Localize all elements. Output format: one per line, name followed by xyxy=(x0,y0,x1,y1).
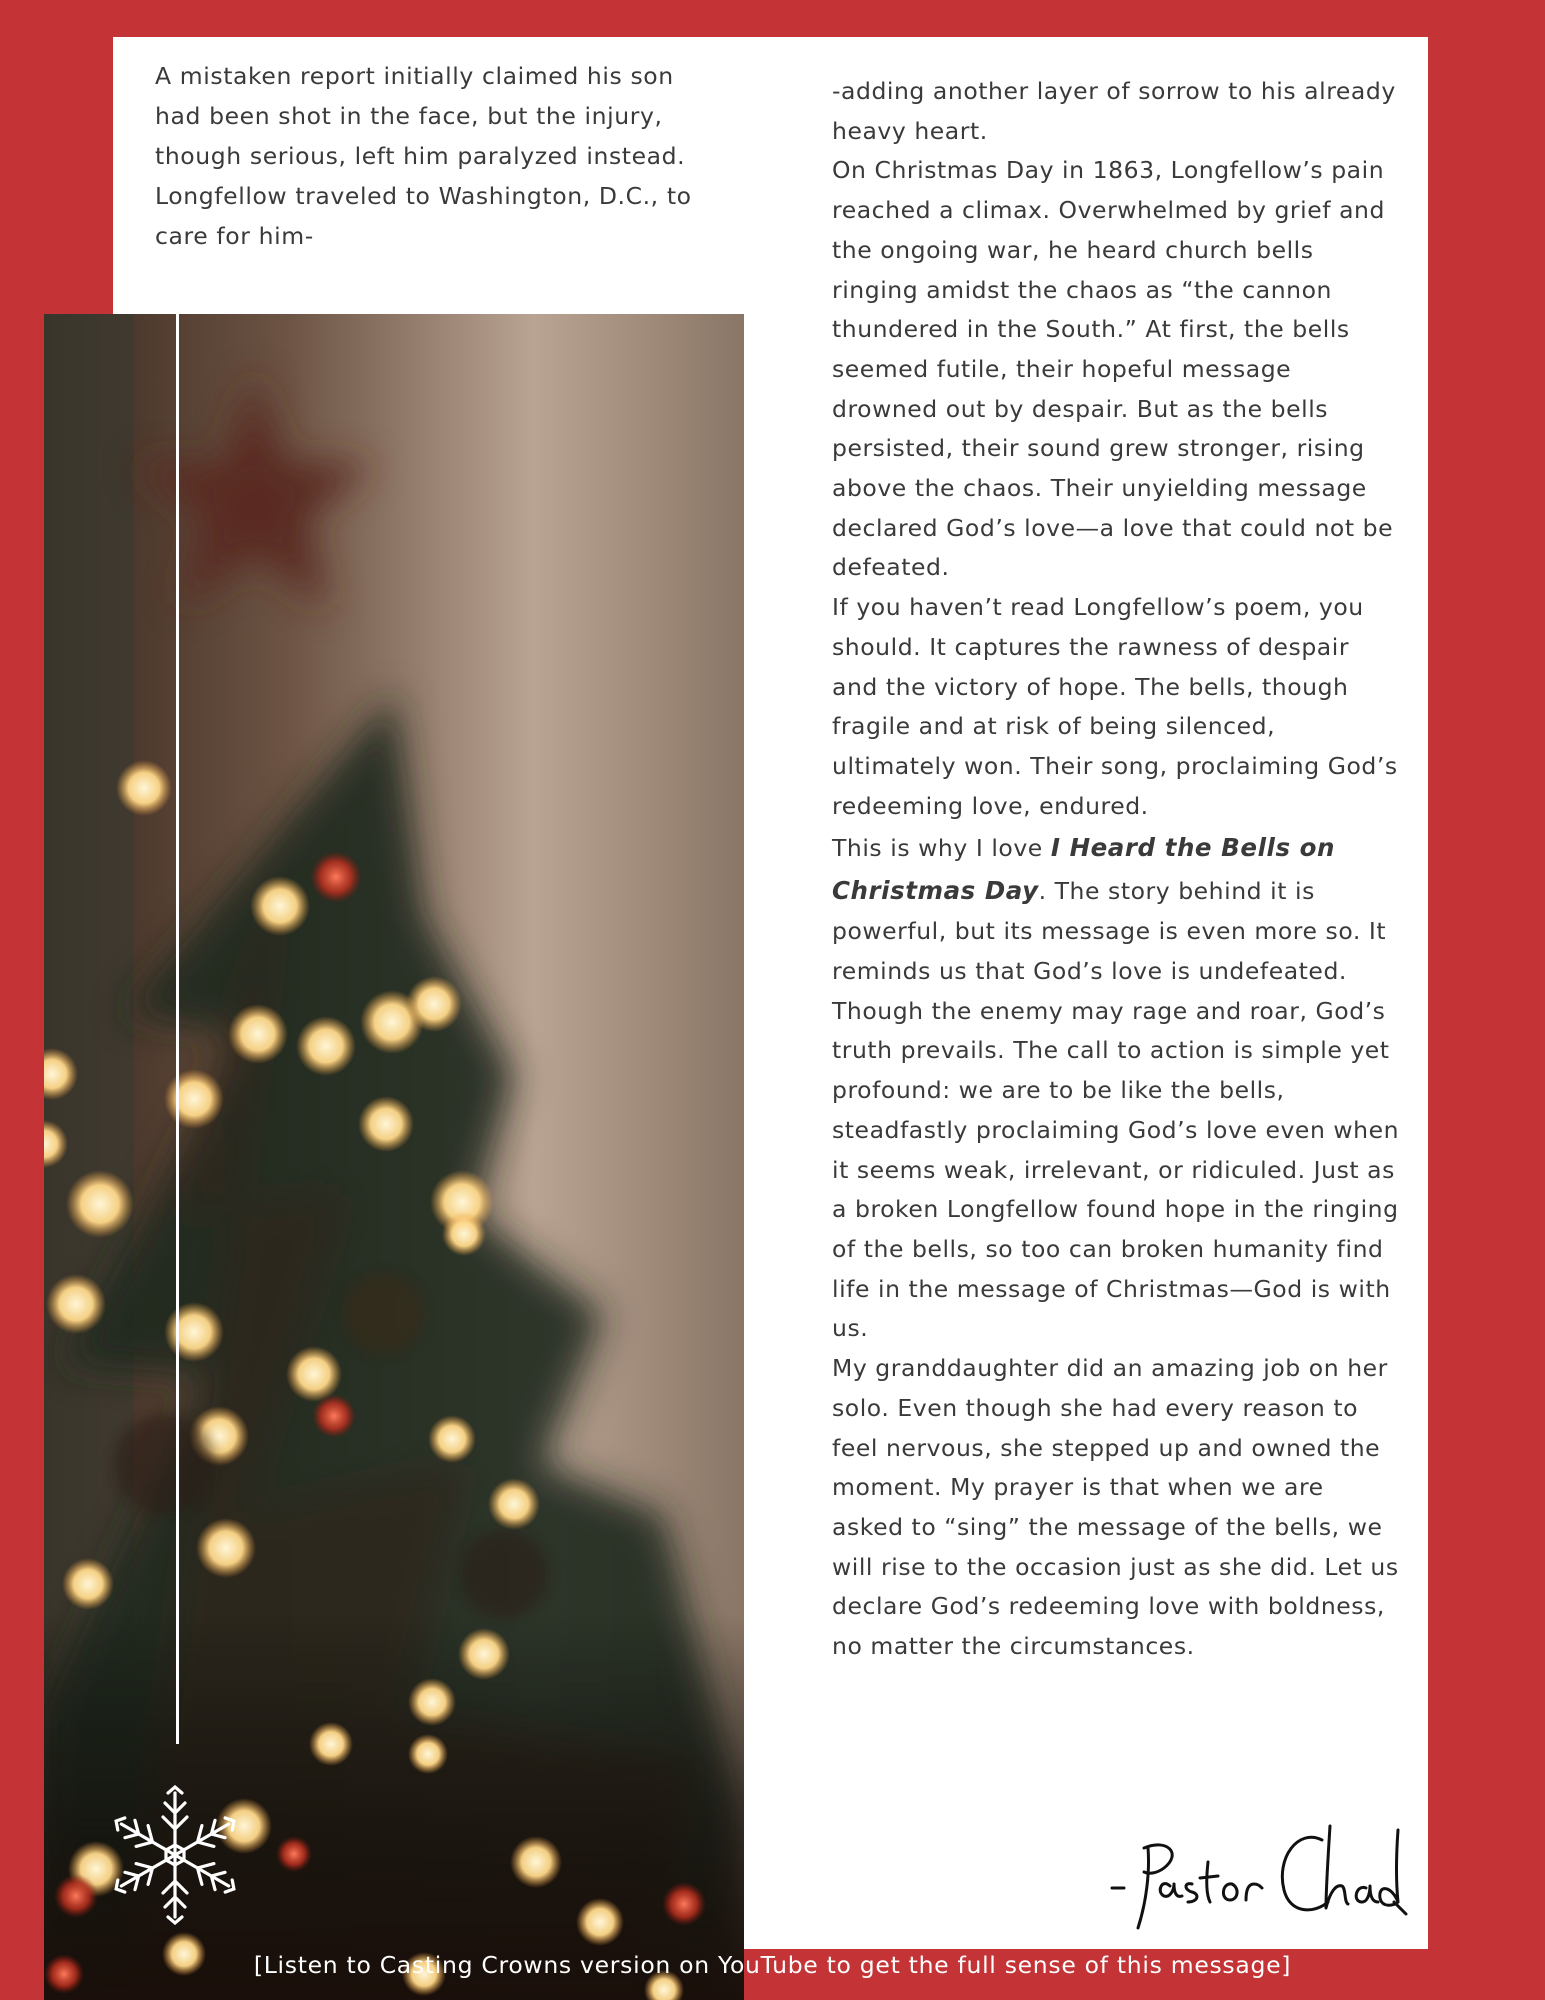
christmas-tree-photo xyxy=(44,314,744,2000)
song-title: I Heard the Bells on Christmas Day xyxy=(832,833,1336,906)
signature xyxy=(1108,1818,1408,1938)
handwritten-signature xyxy=(1108,1818,1408,1938)
snowflake-icon xyxy=(110,1785,240,1925)
paragraph-1: -adding another layer of sorrow to his already heavy heart. xyxy=(832,77,1396,145)
paragraph-4 xyxy=(832,826,1402,1349)
footer-note: [Listen to Casting Crowns version on YouTube to get the full sense of this message] xyxy=(253,1951,1292,1979)
paragraph-5: My granddaughter did an amazing job on her solo. Even though she had every reason to feel nervous, she stepped up and owned the moment. My prayer is that when we are asked to “sing” the message of the bells, we will rise to the occasion just as she did. Let us declare God’s redeeming love with boldness, no matter the circumstances. xyxy=(832,1354,1399,1661)
paragraph-4-rest: . The story behind it is powerful, but its message is even more so. It reminds us that God’s love is undefeated. Though the enemy may rage and roar, God’s truth prevails. The call to action is simple yet profound: we are to be like the bells, steadfastly proclaiming God’s love even when it seems weak, irrelevant, or ridiculed. Just as a broken Longfellow found hope in the ringing of the bells, so too can broken humanity find life in the message of Christmas—God is with us. xyxy=(832,877,1400,1343)
decorative-vertical-line xyxy=(176,314,179,1744)
intro-paragraph: A mistaken report initially claimed his son had been shot in the face, but the injury, though serious, left him paralyzed instead. Longfellow traveled to Washington, D.C., to care for him- xyxy=(155,62,692,250)
paragraph-2: On Christmas Day in 1863, Longfellow’s pain reached a climax. Overwhelmed by grief and the ongoing war, he heard church bells ringing amidst the chaos as “the cannon thundered in the South.” At first, the bells seemed futile, their hopeful message drowned out by despair. But as the bells persisted, their sound grew stronger, rising above the chaos. Their unyielding message declared God’s love—a love that could not be defeated. xyxy=(832,156,1394,582)
article-body xyxy=(832,72,1402,1667)
paragraph-3: If you haven’t read Longfellow’s poem, you should. It captures the rawness of despair and the victory of hope. The bells, though fragile and at risk of being silenced, ultimately won. Their song, proclaiming God’s redeeming love, endured. xyxy=(832,593,1398,820)
paragraph-4-lead: This is why I love xyxy=(832,834,1051,863)
